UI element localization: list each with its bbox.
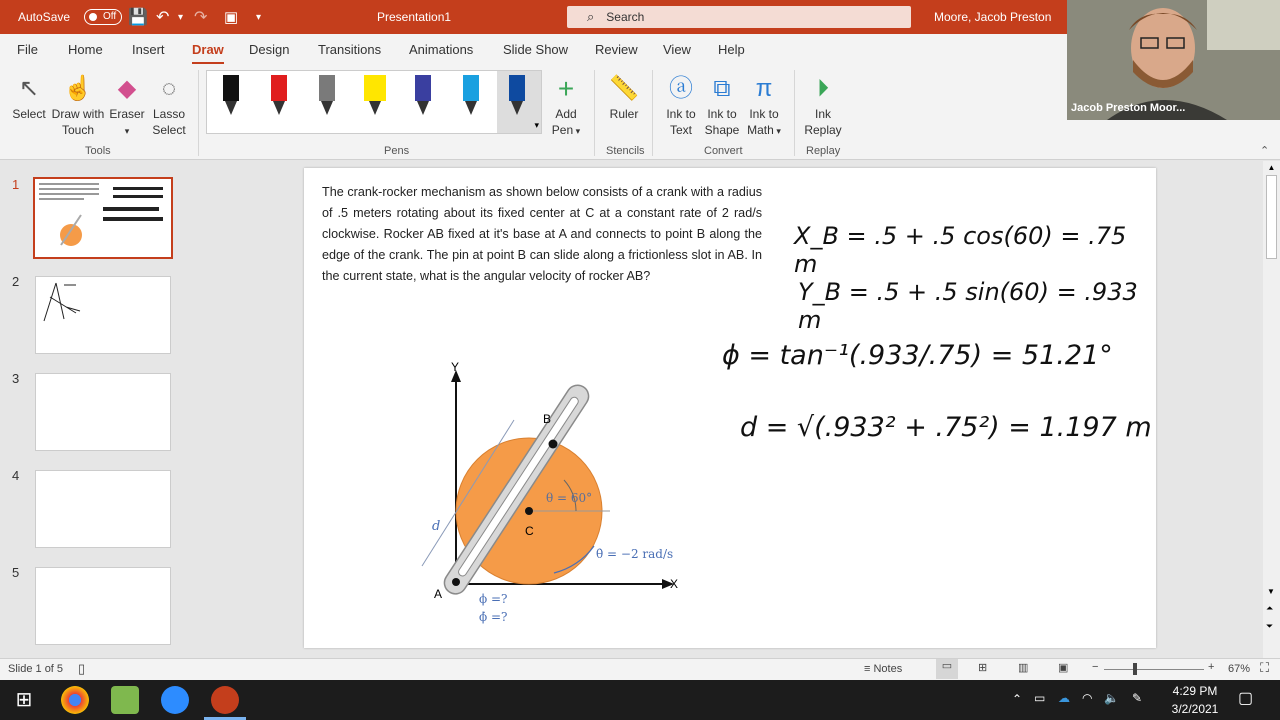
ink-text-label-1: Ink to (666, 107, 696, 121)
ink-shape-label-2: Shape (704, 123, 740, 137)
lasso-select-button[interactable] (148, 72, 190, 138)
pen-body (364, 75, 386, 101)
divider (594, 70, 595, 156)
highlighter-yellow[interactable] (365, 71, 385, 127)
pen-body (463, 75, 479, 101)
point-b-pin (549, 440, 558, 449)
slide-number: 5 (12, 565, 20, 580)
thumbnail-preview (35, 179, 171, 257)
draw-touch-label-2: Touch (61, 123, 95, 137)
tab-draw[interactable]: Draw (192, 42, 224, 57)
file-app-icon[interactable] (111, 686, 139, 714)
ruler-icon: 📏 (609, 75, 639, 102)
lasso-label-1: Lasso (152, 107, 186, 121)
thumbnail-preview (36, 277, 172, 355)
add-pen-label-1: Add (555, 107, 577, 121)
slide-thumbnail-4[interactable] (35, 470, 171, 548)
select-button[interactable] (8, 72, 50, 122)
wifi-icon[interactable]: ◠ (1082, 691, 1093, 705)
lasso-label-2: Select (152, 123, 186, 137)
pen-workspace-icon[interactable]: ✎ (1132, 691, 1143, 705)
tab-home[interactable]: Home (68, 42, 103, 57)
draw-touch-label-1: Draw with (51, 107, 105, 121)
save-icon[interactable]: 💾 (128, 9, 148, 26)
chevron-down-icon: ▾ (773, 126, 781, 136)
tab-view[interactable]: View (663, 42, 691, 57)
pen-gray[interactable] (317, 71, 337, 127)
notes-label: Notes (873, 663, 903, 675)
pen-dark-blue-selected[interactable] (497, 71, 541, 133)
undo-icon[interactable]: ↶ (156, 9, 170, 26)
replay-group-label: Replay (806, 145, 841, 157)
zoom-slider[interactable] (1104, 669, 1204, 670)
search-icon: ⌕ (587, 9, 595, 24)
ink-to-text-icon: ⓐ (669, 75, 693, 102)
slide-thumbnail-3[interactable] (35, 373, 171, 451)
pen-body (319, 75, 335, 101)
point-b-label: B (543, 412, 552, 426)
undo-dropdown-icon[interactable]: ▾ (178, 11, 184, 23)
slide-thumbnail-1[interactable] (33, 177, 173, 259)
pen-tip (511, 101, 523, 115)
pen-tip (369, 101, 381, 115)
x-axis-label: X (670, 577, 679, 591)
tab-transitions[interactable]: Transitions (318, 42, 382, 57)
chrome-icon[interactable] (61, 686, 89, 714)
collapse-ribbon-icon[interactable]: ⌃ (1260, 145, 1270, 157)
ink-replay-button[interactable] (802, 72, 844, 138)
pen-options-icon[interactable]: ▾ (534, 120, 539, 130)
tab-insert[interactable]: Insert (132, 42, 165, 57)
ink-shape-label-1: Ink to (707, 107, 737, 121)
onedrive-icon[interactable]: ☁ (1058, 691, 1070, 705)
ink-to-math-button[interactable] (744, 72, 784, 139)
notifications-icon[interactable]: ▢ (1238, 690, 1254, 707)
tab-slide-show[interactable]: Slide Show (503, 42, 569, 57)
select-label: Select (12, 107, 46, 121)
customize-toolbar-icon[interactable]: ▾ (256, 11, 262, 23)
user-name[interactable]: Moore, Jacob Preston (934, 10, 1052, 24)
pen-body (415, 75, 431, 101)
divider (198, 70, 199, 156)
pen-tip (465, 101, 477, 115)
autosave-state[interactable]: Off (84, 9, 122, 25)
ink-equation-d[interactable]: d = √(.933² + .75²) = 1.197 m (740, 412, 1152, 443)
point-c-label: C (525, 524, 534, 538)
scroll-down-icon[interactable]: ▼ (1267, 587, 1275, 596)
slide-number: 3 (12, 371, 20, 386)
tab-help[interactable]: Help (718, 42, 745, 57)
ruler-button[interactable] (604, 72, 644, 122)
tab-review[interactable]: Review (595, 42, 638, 57)
redo-icon[interactable]: ↷ (194, 9, 208, 26)
eraser-button[interactable] (106, 72, 148, 139)
cursor-icon: ↖ (18, 75, 40, 102)
pen-body (509, 75, 525, 101)
pen-gallery (206, 70, 542, 134)
volume-icon[interactable]: 🔈 (1104, 691, 1119, 705)
normal-view-icon[interactable]: ▭ (936, 659, 958, 679)
pen-light-blue[interactable] (461, 71, 481, 127)
zoom-slider-thumb[interactable] (1133, 663, 1137, 675)
autosave-label: AutoSave (18, 10, 71, 24)
slide-thumbnail-pane (0, 161, 193, 658)
battery-icon[interactable]: ▭ (1034, 691, 1046, 705)
dimension-d-label: d (432, 519, 441, 534)
tab-file[interactable]: File (17, 42, 38, 57)
ink-to-shape-button[interactable] (702, 72, 742, 138)
ink-math-label-1: Ink to (749, 107, 779, 121)
autosave-toggle[interactable] (78, 0, 122, 34)
slide-thumbnail-2[interactable] (35, 276, 171, 354)
add-pen-label-2: Pen (551, 123, 574, 137)
eraser-dropdown-icon[interactable]: ▾ (124, 126, 130, 136)
ink-equation-phi[interactable]: ϕ = tan⁻¹(.933/.75) = 51.21° (722, 340, 1113, 371)
zoom-in-icon[interactable]: + (1208, 661, 1215, 673)
stencils-group-label: Stencils (606, 145, 645, 157)
document-title: Presentation1 (377, 10, 452, 24)
ink-to-text-button[interactable] (662, 72, 700, 138)
slide-canvas[interactable] (304, 168, 1156, 648)
fit-to-window-icon[interactable]: ⛶ (1260, 660, 1270, 675)
omega-label: θ̇ = −2 rad/s (596, 547, 674, 561)
search-box[interactable] (567, 6, 911, 28)
tab-animations[interactable]: Animations (409, 42, 474, 57)
pens-group-label: Pens (384, 145, 410, 157)
ink-replay-label-2: Replay (804, 123, 842, 137)
pen-tip (321, 101, 333, 115)
windows-taskbar (0, 680, 1280, 720)
phi-label: ϕ =? (479, 592, 508, 606)
webcam-overlay[interactable] (1067, 0, 1280, 120)
convert-group-label: Convert (704, 145, 743, 157)
pen-body (271, 75, 287, 101)
ink-math-label-2: Math (747, 123, 774, 137)
slide-number: 2 (12, 274, 20, 289)
pen-body (223, 75, 239, 101)
ink-equation-xb[interactable]: X_B = .5 + .5 cos(60) = .75 m (794, 222, 1127, 278)
eraser-label: Eraser (109, 107, 145, 121)
notes-button[interactable] (864, 663, 902, 675)
ink-to-shape-icon: ⧉ (713, 75, 731, 102)
previous-slide-icon[interactable]: ⏶ (1266, 603, 1274, 613)
clock-date[interactable]: 3/2/2021 (1171, 702, 1219, 716)
pen-tip (225, 101, 237, 115)
slide-thumbnail-5[interactable] (35, 567, 171, 645)
add-pen-button[interactable] (546, 72, 586, 139)
lasso-icon: ◌ (161, 75, 177, 102)
powerpoint-icon[interactable] (211, 686, 239, 714)
slide-counter: Slide 1 of 5 (8, 663, 64, 675)
ruler-label: Ruler (609, 107, 639, 121)
participant-name: Jacob Preston Moor... (1071, 102, 1186, 114)
clock-time[interactable]: 4:29 PM (1172, 684, 1218, 698)
eraser-icon: ◆ (117, 75, 137, 102)
y-axis-label: Y (451, 360, 460, 374)
pen-galaxy[interactable] (413, 71, 433, 127)
slide-sorter-icon[interactable]: ⊞ (978, 662, 988, 674)
tools-group-label: Tools (85, 145, 111, 157)
show-hidden-icons-icon[interactable]: ⌃ (1012, 692, 1023, 706)
point-a-label: A (434, 587, 443, 601)
pen-black[interactable] (221, 71, 241, 127)
zoom-app-icon[interactable] (161, 686, 189, 714)
divider (794, 70, 795, 156)
point-c-pin (525, 507, 533, 515)
slide-show-icon[interactable]: ▣ (1058, 662, 1069, 674)
accessibility-icon[interactable]: ▯ (78, 661, 86, 676)
status-bar (0, 658, 1280, 680)
slide-number: 4 (12, 468, 20, 483)
replay-icon: ⏵ (817, 75, 829, 102)
present-icon[interactable]: ▣ (224, 9, 239, 26)
notes-icon: ≡ (864, 663, 874, 675)
phi-dot-label: ϕ̇ =? (479, 610, 508, 624)
draw-with-touch-button[interactable] (50, 72, 106, 138)
zoom-level[interactable]: 67% (1228, 663, 1251, 675)
chevron-down-icon: ▾ (573, 126, 581, 136)
vertical-scrollbar[interactable] (1263, 161, 1280, 658)
touch-hand-icon: ☝ (63, 75, 93, 102)
pen-tip (417, 101, 429, 115)
windows-start-icon[interactable]: ⊞ (15, 689, 33, 711)
problem-statement[interactable]: The crank-rocker mechanism as shown below consists of a crank with a radius of .5 meters rotating about its fixed center at C at a constant rate of 2 rad/s clockwise. Rocker AB fixed at it's base at A and connects to point B along the edge of the crank. The pin at point B can slide along a frictionless slot in AB. In the current state, what is the angular velocity of rocker AB? (322, 185, 762, 283)
ink-replay-label-1: Ink (814, 107, 831, 121)
plus-icon: + (557, 73, 575, 104)
tab-design[interactable]: Design (249, 42, 290, 57)
ink-equation-yb[interactable]: Y_B = .5 + .5 sin(60) = .933 m (798, 278, 1138, 334)
zoom-out-icon[interactable]: − (1092, 661, 1099, 673)
divider (652, 70, 653, 156)
ink-to-math-icon: π (755, 75, 773, 102)
scroll-up-icon[interactable]: ▲ (1267, 163, 1276, 172)
theta-label: θ = 60° (546, 491, 593, 505)
slide-number: 1 (12, 177, 20, 192)
pen-red[interactable] (269, 71, 289, 127)
pen-tip (273, 101, 285, 115)
ink-text-label-2: Text (669, 123, 692, 137)
reading-view-icon[interactable]: ▥ (1018, 662, 1029, 674)
scroll-thumb[interactable] (1266, 175, 1277, 259)
search-placeholder[interactable]: Search (606, 10, 645, 24)
next-slide-icon[interactable]: ⏷ (1266, 621, 1274, 631)
point-a-pin (452, 578, 460, 586)
